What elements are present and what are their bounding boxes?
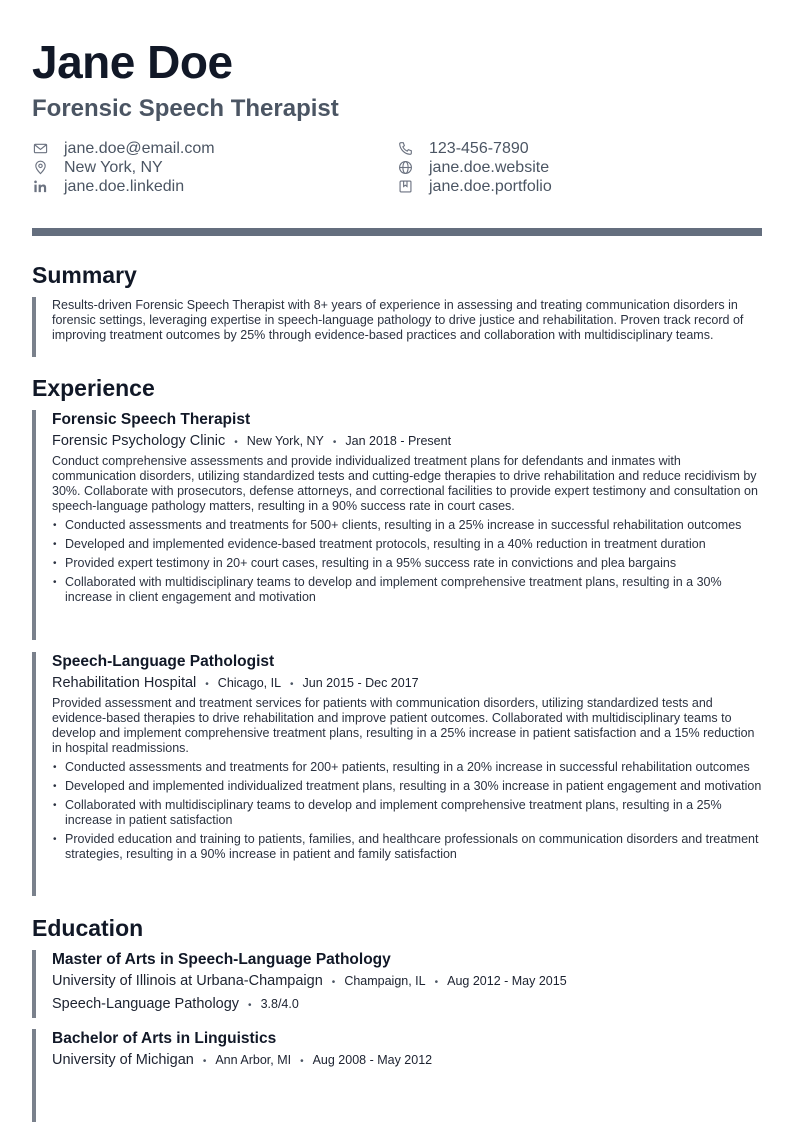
job-location: Chicago, IL — [217, 676, 282, 690]
summary-block — [32, 297, 762, 357]
candidate-role: Forensic Speech Therapist — [32, 95, 339, 122]
contact-linkedin — [32, 177, 184, 196]
achievement-item: • Collaborated with multidisciplinary teams to develop and implement comprehensive treatment plans, resulting in a 25% increase in patient satisfaction — [52, 798, 762, 828]
education-item — [32, 950, 762, 1018]
portfolio-link[interactable]: jane.doe.portfolio — [429, 178, 552, 195]
separator-dot: • — [434, 977, 439, 988]
experience-item — [32, 652, 762, 896]
job-meta — [52, 674, 762, 694]
job-dates: Jun 2015 - Dec 2017 — [302, 676, 419, 690]
separator-dot: • — [202, 1056, 207, 1067]
employer-name: Forensic Psychology Clinic — [52, 433, 226, 449]
job-description: Provided assessment and treatment services for patients with communication disorders, utilizing standardized tests and evidence-based therapies to drive rehabilitation and improve patient outcomes. Collaborated with multidisciplinary teams to develop and implement comprehensive treatment plans, resulting in a 25% increase in patient satisfaction and a 15% reduction in hospital readmissions. — [52, 696, 755, 755]
school-dates: Aug 2012 - May 2015 — [447, 974, 567, 988]
globe-icon — [397, 160, 413, 176]
degree-title: Master of Arts in Speech-Language Pathology — [52, 951, 391, 968]
achievement-item: • Collaborated with multidisciplinary teams to develop and implement comprehensive treatment plans, resulting in a 30% increase in client engagement and motivation — [52, 575, 762, 605]
contact-email — [32, 139, 215, 158]
email-link[interactable]: jane.doe@email.com — [64, 140, 215, 157]
location-text: New York, NY — [64, 159, 163, 176]
separator-dot: • — [300, 1056, 304, 1067]
experience-item — [32, 410, 762, 640]
contact-website — [397, 158, 549, 177]
separator-dot: • — [332, 437, 337, 448]
contact-location — [32, 158, 163, 177]
achievement-item: • Conducted assessments and treatments for 200+ patients, resulting in a 20% increase in successful rehabilitation outcomes — [52, 760, 762, 775]
employer-name: Rehabilitation Hospital — [52, 675, 197, 691]
school-name: University of Illinois at Urbana-Champaign — [52, 973, 323, 989]
education-heading: Education — [32, 915, 144, 941]
bookmark-icon — [397, 179, 413, 195]
field-of-study: Speech-Language Pathology — [52, 996, 240, 1012]
school-meta — [52, 972, 762, 992]
field-meta — [52, 995, 762, 1015]
school-meta — [52, 1051, 762, 1071]
separator-dot: • — [290, 679, 294, 690]
summary-text: Results-driven Forensic Speech Therapist with 8+ years of experience in assessing and treating communication disorders in forensic settings, leveraging expertise in speech-language pathology to drive justice and rehabilitation. Proven track record of improving treatment outcomes by 25% through evidence-based practices and collaboration with multidisciplinary teams. — [52, 298, 744, 342]
job-location: New York, NY — [246, 434, 324, 448]
contact-portfolio — [397, 177, 552, 196]
contact-phone — [397, 139, 529, 158]
achievement-item: • Conducted assessments and treatments for 500+ clients, resulting in a 25% increase in successful rehabilitation outcomes — [52, 518, 762, 533]
job-achievements — [52, 760, 762, 862]
school-name: University of Michigan — [52, 1052, 194, 1068]
experience-heading: Experience — [32, 375, 155, 401]
phone-icon — [397, 141, 413, 157]
achievement-item: • Developed and implemented evidence-based treatment protocols, resulting in a 40% reduction in treatment duration — [52, 537, 762, 552]
achievement-item: • Provided education and training to patients, families, and healthcare professionals on communication disorders and treatment strategies, resulting in a 90% increase in patient and family satisfaction — [52, 832, 762, 862]
achievement-item: • Developed and implemented individualized treatment plans, resulting in a 30% increase in patient engagement and motivation — [52, 779, 762, 794]
gpa: 3.8/4.0 — [260, 997, 299, 1011]
school-location: Champaign, IL — [344, 974, 426, 988]
job-title: Speech-Language Pathologist — [52, 653, 275, 670]
job-achievements — [52, 518, 762, 605]
degree-title: Bachelor of Arts in Linguistics — [52, 1030, 277, 1047]
job-dates: Jan 2018 - Present — [345, 434, 452, 448]
website-link[interactable]: jane.doe.website — [429, 159, 550, 176]
map-pin-icon — [32, 160, 48, 176]
candidate-name: Jane Doe — [32, 36, 233, 88]
phone-text[interactable]: 123-456-7890 — [429, 140, 529, 157]
education-item — [32, 1029, 762, 1122]
linkedin-link[interactable]: jane.doe.linkedin — [64, 178, 185, 195]
mail-icon — [32, 141, 48, 157]
separator-dot: • — [205, 679, 209, 690]
summary-heading: Summary — [32, 262, 137, 288]
separator-dot: • — [248, 1000, 252, 1011]
header-divider — [32, 228, 762, 236]
school-dates: Aug 2008 - May 2012 — [312, 1053, 433, 1067]
job-meta — [52, 432, 762, 452]
job-description: Conduct comprehensive assessments and provide individualized treatment plans for defendants and inmates with communication disorders, utilizing standardized tests and cutting-edge therapies to drive rehabilitation and reduce recidivism by 30%. Collaborate with prosecutors, defense attorneys, and correctional facilities to provide expert testimony and consultation on speech-language pathology matters, resulting in a 90% success rate in court cases. — [52, 454, 758, 513]
linkedin-icon — [32, 179, 48, 195]
separator-dot: • — [331, 977, 336, 988]
achievement-item: • Provided expert testimony in 20+ court cases, resulting in a 95% success rate in convictions and plea bargains — [52, 556, 762, 571]
job-title: Forensic Speech Therapist — [52, 411, 251, 428]
separator-dot: • — [234, 437, 238, 448]
school-location: Ann Arbor, MI — [215, 1053, 292, 1067]
